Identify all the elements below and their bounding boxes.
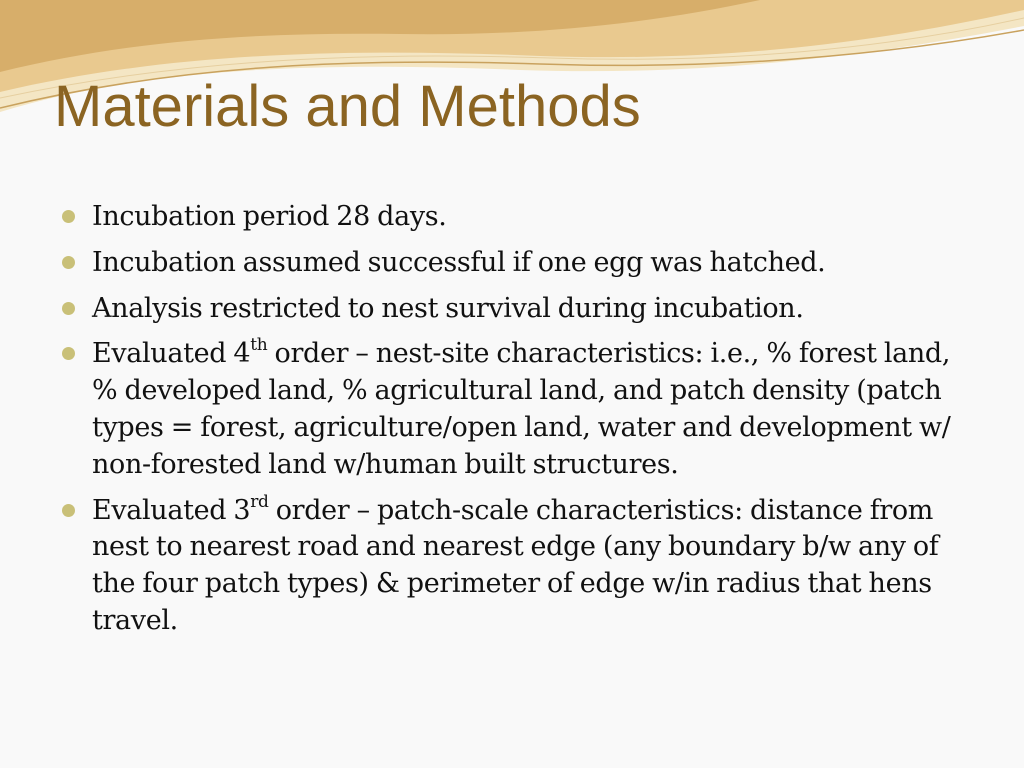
bullet-text-start: Evaluated 4 [92, 338, 251, 370]
bullet-text-start: Evaluated 3 [92, 494, 251, 526]
bullet-item [60, 336, 960, 483]
bullet-text: Incubation assumed successful if one egg was hatched. [92, 246, 826, 278]
bullet-text: Incubation period 28 days. [92, 201, 447, 232]
bullet-text-rest: order – patch-scale characteristics: distance from nest to nearest road and nearest edge (any boundary b/w any of the four patch types) & perimeter of edge w/in radius that hens travel. [92, 494, 939, 636]
bullet-item [60, 291, 960, 328]
bullet-item [60, 245, 960, 282]
bullet-dot-icon [62, 347, 75, 360]
ordinal-suffix: th [250, 335, 268, 356]
bullet-item [60, 199, 960, 236]
bullet-dot-icon [62, 504, 75, 517]
bullet-list [60, 199, 960, 649]
slide-title: Materials and Methods [54, 74, 641, 139]
bullet-dot-icon [62, 210, 75, 223]
bullet-item [60, 493, 960, 640]
bullet-text: Analysis restricted to nest survival during incubation. [92, 292, 804, 324]
ordinal-suffix: rd [250, 491, 269, 512]
bullet-dot-icon [62, 302, 75, 315]
bullet-text-rest: order – nest-site characteristics: i.e., % forest land, % developed land, % agricultural land, and patch density (patch types = forest, agriculture/open land, water and development w/ non-forested land w/human built structures. [92, 338, 951, 480]
bullet-dot-icon [62, 256, 75, 269]
